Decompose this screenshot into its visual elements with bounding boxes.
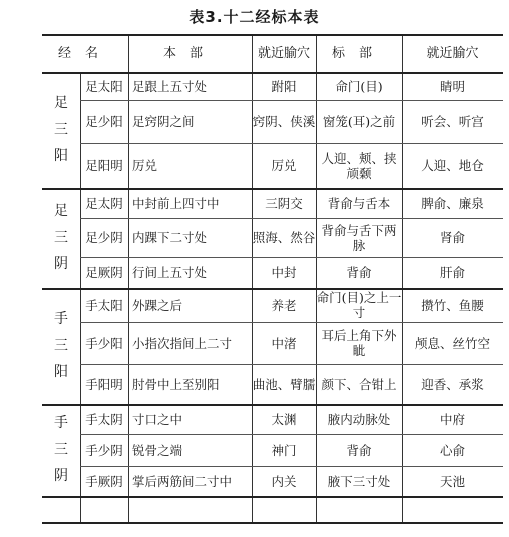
column-divider	[402, 36, 403, 522]
branch-acupoint: 肾俞	[439, 230, 465, 245]
branch-part: 窗笼(耳)之前	[322, 114, 396, 129]
root-part: 锐骨之端	[132, 442, 183, 458]
root-part: 厉兑	[132, 158, 158, 173]
root-acupoint: 神门	[271, 442, 297, 458]
channel-name: 手太阳	[85, 297, 123, 313]
root-part: 足窍阴之间	[132, 114, 195, 129]
root-part: 掌后两筋间二寸中	[132, 473, 233, 489]
standard-root-table	[42, 34, 503, 524]
root-acupoint: 养老	[271, 297, 297, 313]
group-label: 手 三 阴	[54, 415, 68, 485]
root-part: 内踝下二寸处	[132, 230, 208, 245]
column-divider	[316, 36, 317, 522]
channel-name: 足阳明	[85, 158, 123, 173]
root-acupoint: 中封	[271, 265, 297, 280]
header-root-acupoint: 就近腧穴	[257, 46, 310, 62]
channel-name: 手太阴	[85, 411, 123, 427]
root-part: 小指次指间上二寸	[132, 335, 233, 351]
root-part: 行间上五寸处	[132, 265, 208, 280]
channel-name: 足太阴	[85, 195, 123, 211]
header-root-part: 本部	[162, 46, 217, 62]
column-divider	[128, 36, 129, 522]
branch-part: 腋内动脉处	[327, 411, 391, 427]
branch-acupoint: 人迎、地仓	[421, 158, 484, 173]
branch-part: 耳后上角下外眦	[321, 328, 397, 358]
channel-name: 手阳明	[85, 376, 123, 392]
branch-part: 命门(目)	[335, 78, 383, 94]
root-acupoint: 窍阴、侠溪	[252, 114, 316, 129]
row-divider	[80, 434, 503, 435]
channel-name: 手少阴	[85, 442, 123, 458]
row-divider	[80, 466, 503, 467]
branch-acupoint: 天池	[439, 473, 465, 489]
root-acupoint: 跗阳	[271, 78, 297, 94]
row-divider	[80, 364, 503, 365]
root-acupoint: 厉兑	[271, 158, 297, 173]
root-part: 外踝之后	[132, 297, 183, 313]
row-divider	[80, 257, 503, 258]
root-part: 中封前上四寸中	[132, 195, 220, 211]
group-label: 足 三 阴	[54, 203, 68, 273]
column-divider	[252, 36, 253, 522]
branch-part: 背俞与舌本	[327, 195, 391, 211]
root-acupoint: 内关	[271, 473, 297, 489]
row-divider	[80, 143, 503, 144]
root-acupoint: 太渊	[271, 411, 297, 427]
group-divider	[42, 496, 503, 498]
channel-name: 手厥阴	[85, 473, 123, 489]
header-branch-acupoint: 就近腧穴	[426, 46, 479, 62]
branch-acupoint: 听会、听宫	[421, 114, 484, 129]
branch-part: 颜下、合钳上	[321, 376, 397, 392]
group-divider	[42, 288, 503, 290]
branch-acupoint: 心俞	[439, 442, 465, 458]
header-channel-name: 经名	[57, 46, 112, 62]
group-label: 足 三 阳	[54, 95, 68, 165]
branch-acupoint: 脾俞、廉泉	[421, 195, 484, 211]
group-divider	[42, 404, 503, 406]
branch-part: 背俞	[346, 442, 372, 458]
column-divider	[80, 72, 81, 522]
channel-name: 足厥阴	[85, 265, 123, 280]
branch-acupoint: 攒竹、鱼腰	[421, 297, 484, 313]
channel-name: 足少阴	[85, 230, 123, 245]
header-branch-part: 标部	[331, 46, 386, 62]
group-divider	[42, 72, 503, 74]
channel-name: 手少阳	[85, 335, 123, 351]
root-part: 足跟上五寸处	[132, 78, 208, 94]
group-label: 手 三 阳	[54, 311, 68, 381]
branch-part: 背俞与舌下两脉	[321, 222, 397, 253]
row-divider	[80, 322, 503, 323]
branch-part: 腋下三寸处	[327, 473, 391, 489]
branch-acupoint: 迎香、承浆	[421, 376, 484, 392]
branch-part: 人迎、颊、挟颃颡	[321, 150, 397, 181]
row-divider	[80, 100, 503, 101]
group-divider	[42, 188, 503, 190]
table-title: 表3.十二经标本表	[189, 8, 320, 26]
branch-acupoint: 睛明	[439, 78, 465, 94]
branch-acupoint: 肝俞	[439, 265, 465, 280]
branch-acupoint: 中府	[439, 411, 465, 427]
root-acupoint: 中渚	[271, 335, 297, 351]
root-acupoint: 曲池、臂臑	[252, 376, 316, 392]
branch-part: 命门(目)之上一寸	[316, 290, 402, 320]
root-acupoint: 三阴交	[265, 195, 303, 211]
branch-acupoint: 颅息、丝竹空	[414, 335, 490, 351]
row-divider	[80, 218, 503, 219]
channel-name: 足太阳	[85, 78, 123, 94]
root-part: 肘骨中上至别阳	[132, 376, 220, 392]
channel-name: 足少阳	[85, 114, 123, 129]
root-part: 寸口之中	[132, 411, 183, 427]
branch-part: 背俞	[346, 265, 372, 280]
root-acupoint: 照海、然谷	[252, 230, 316, 245]
